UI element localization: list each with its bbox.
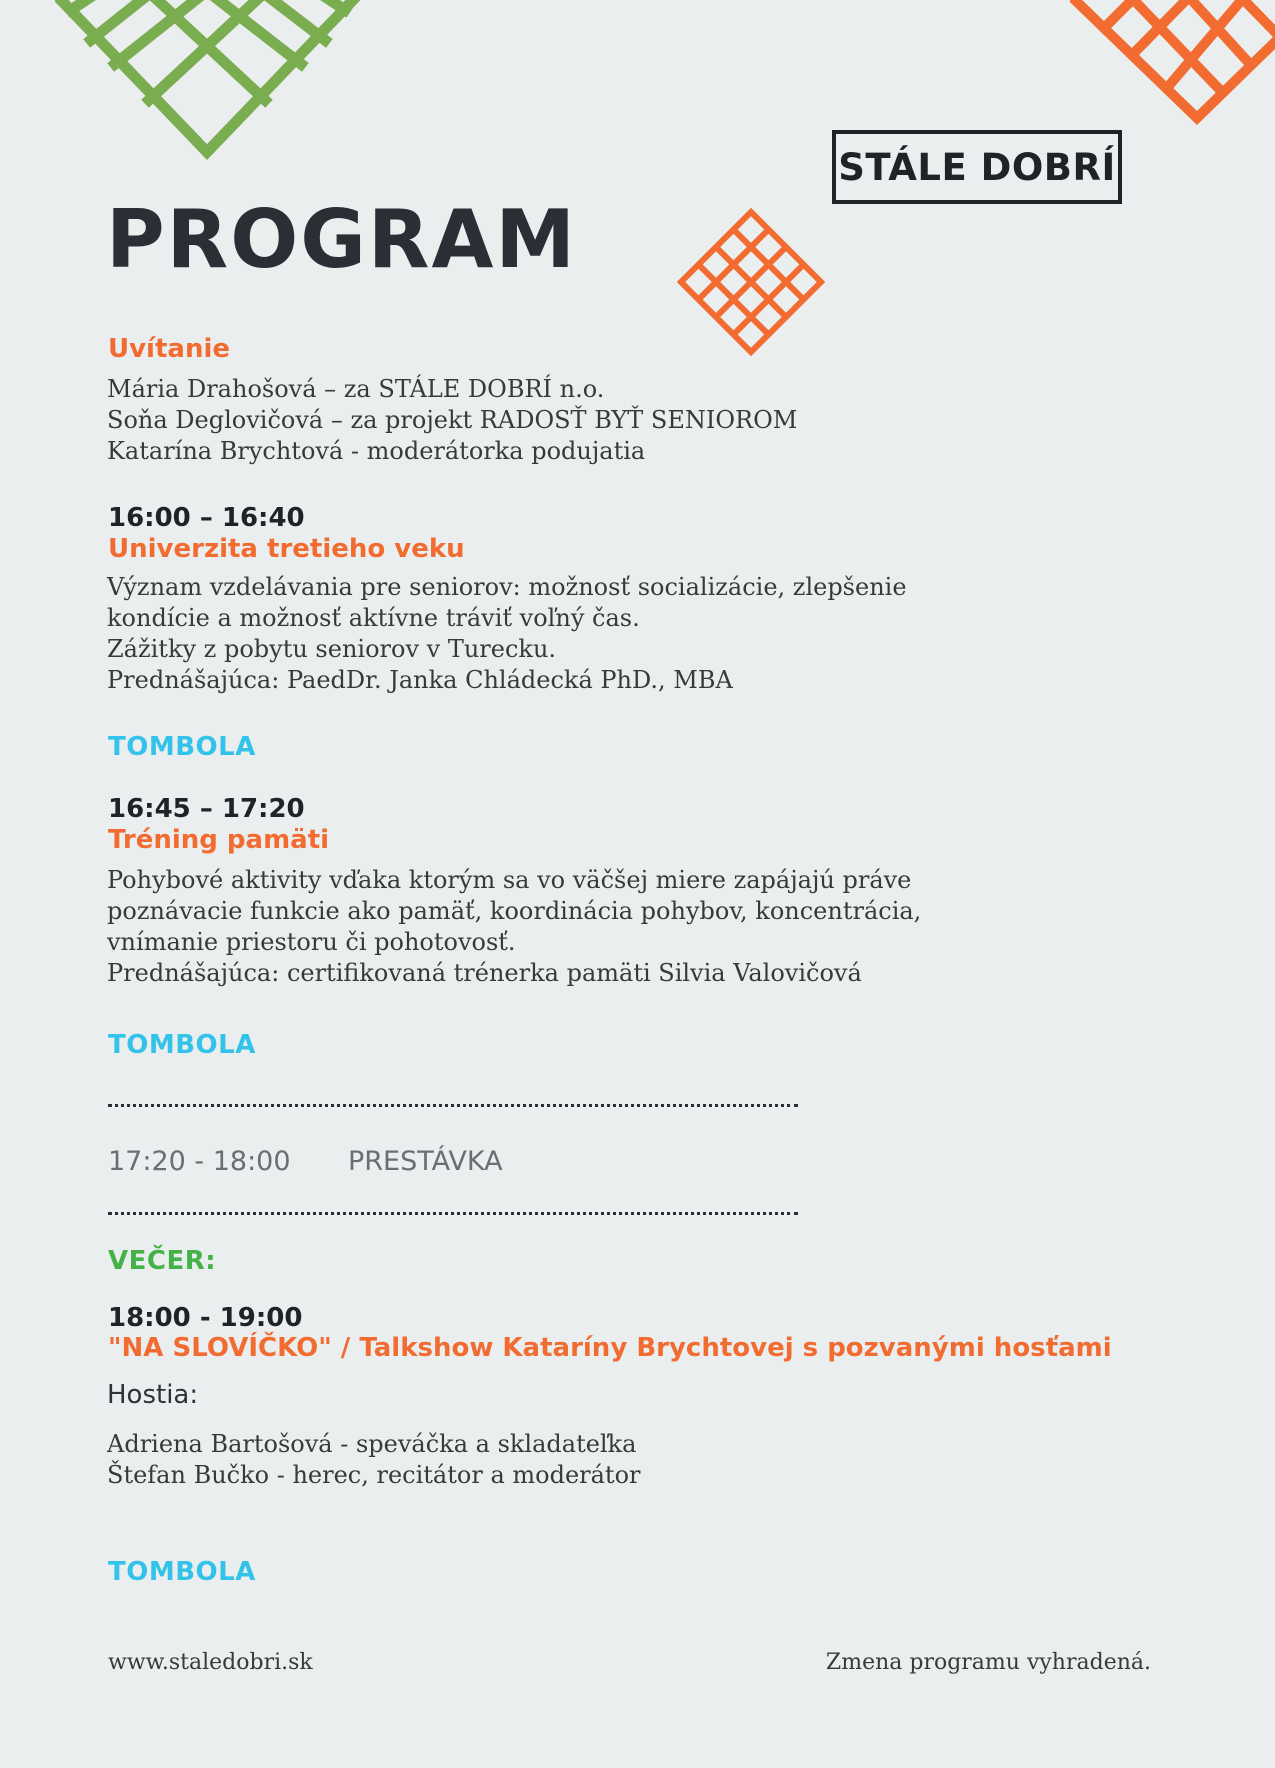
logo: STÁLE DOBRÍ xyxy=(832,130,1122,204)
session-description xyxy=(107,572,907,696)
list-item: Prednášajúca: PaedDr. Janka Chládecká PhD., MBA xyxy=(107,666,733,694)
session-time: 16:00 – 16:40 xyxy=(108,503,305,533)
evening-heading: VEČER: xyxy=(108,1246,217,1276)
orange-diamond-grid-icon xyxy=(1070,0,1275,126)
tombola-heading: TOMBOLA xyxy=(108,1030,256,1060)
guests-label: Hostia: xyxy=(107,1380,199,1410)
list-item: Adriena Bartošová - speváčka a skladateľka xyxy=(107,1430,637,1458)
tombola-heading: TOMBOLA xyxy=(108,1557,256,1587)
dotted-divider xyxy=(108,1104,798,1107)
welcome-lines xyxy=(107,374,797,467)
list-item: vnímanie priestoru či pohotovosť. xyxy=(107,928,516,956)
session-time: 16:45 – 17:20 xyxy=(108,794,305,824)
dotted-divider xyxy=(108,1212,798,1215)
list-item: Mária Drahošová – za STÁLE DOBRÍ n.o. xyxy=(107,375,605,403)
pause-label: PRESTÁVKA xyxy=(348,1146,503,1177)
website-link[interactable]: www.staledobri.sk xyxy=(108,1650,313,1675)
list-item: kondície a možnosť aktívne tráviť voľný čas. xyxy=(107,604,640,632)
orange-diamond-grid-icon xyxy=(677,208,825,356)
list-item: poznávacie funkcie ako pamäť, koordinácia pohybov, koncentrácia, xyxy=(107,897,922,925)
list-item: Katarína Brychtová - moderátorka podujatia xyxy=(107,437,646,465)
list-item: Soňa Deglovičová – za projekt RADOSŤ BYŤ SENIOROM xyxy=(107,406,798,434)
green-diamond-grid-icon xyxy=(55,0,360,162)
guests-list xyxy=(107,1429,641,1491)
footer-note: Zmena programu vyhradená. xyxy=(825,1650,1151,1675)
list-item: Štefan Bučko - herec, recitátor a moderátor xyxy=(107,1461,641,1489)
session-heading: Univerzita tretieho veku xyxy=(108,534,465,564)
session-time: 18:00 - 19:00 xyxy=(108,1303,303,1333)
pause-time: 17:20 - 18:00 xyxy=(108,1146,291,1177)
list-item: Prednášajúca: certifikovaná trénerka pamäti Silvia Valovičová xyxy=(107,959,862,987)
list-item: Význam vzdelávania pre seniorov: možnosť socializácie, zlepšenie xyxy=(107,573,907,601)
tombola-heading: TOMBOLA xyxy=(108,732,256,762)
session-heading: "NA SLOVÍČKO" / Talkshow Kataríny Brychtovej s pozvanými hosťami xyxy=(108,1333,1112,1363)
welcome-heading: Uvítanie xyxy=(108,334,231,364)
session-heading: Tréning pamäti xyxy=(108,825,330,855)
list-item: Zážitky z pobytu seniorov v Turecku. xyxy=(107,635,557,663)
page-title: PROGRAM xyxy=(106,193,578,286)
session-description xyxy=(107,865,921,989)
list-item: Pohybové aktivity vďaka ktorým sa vo väčšej miere zapájajú práve xyxy=(107,866,912,894)
